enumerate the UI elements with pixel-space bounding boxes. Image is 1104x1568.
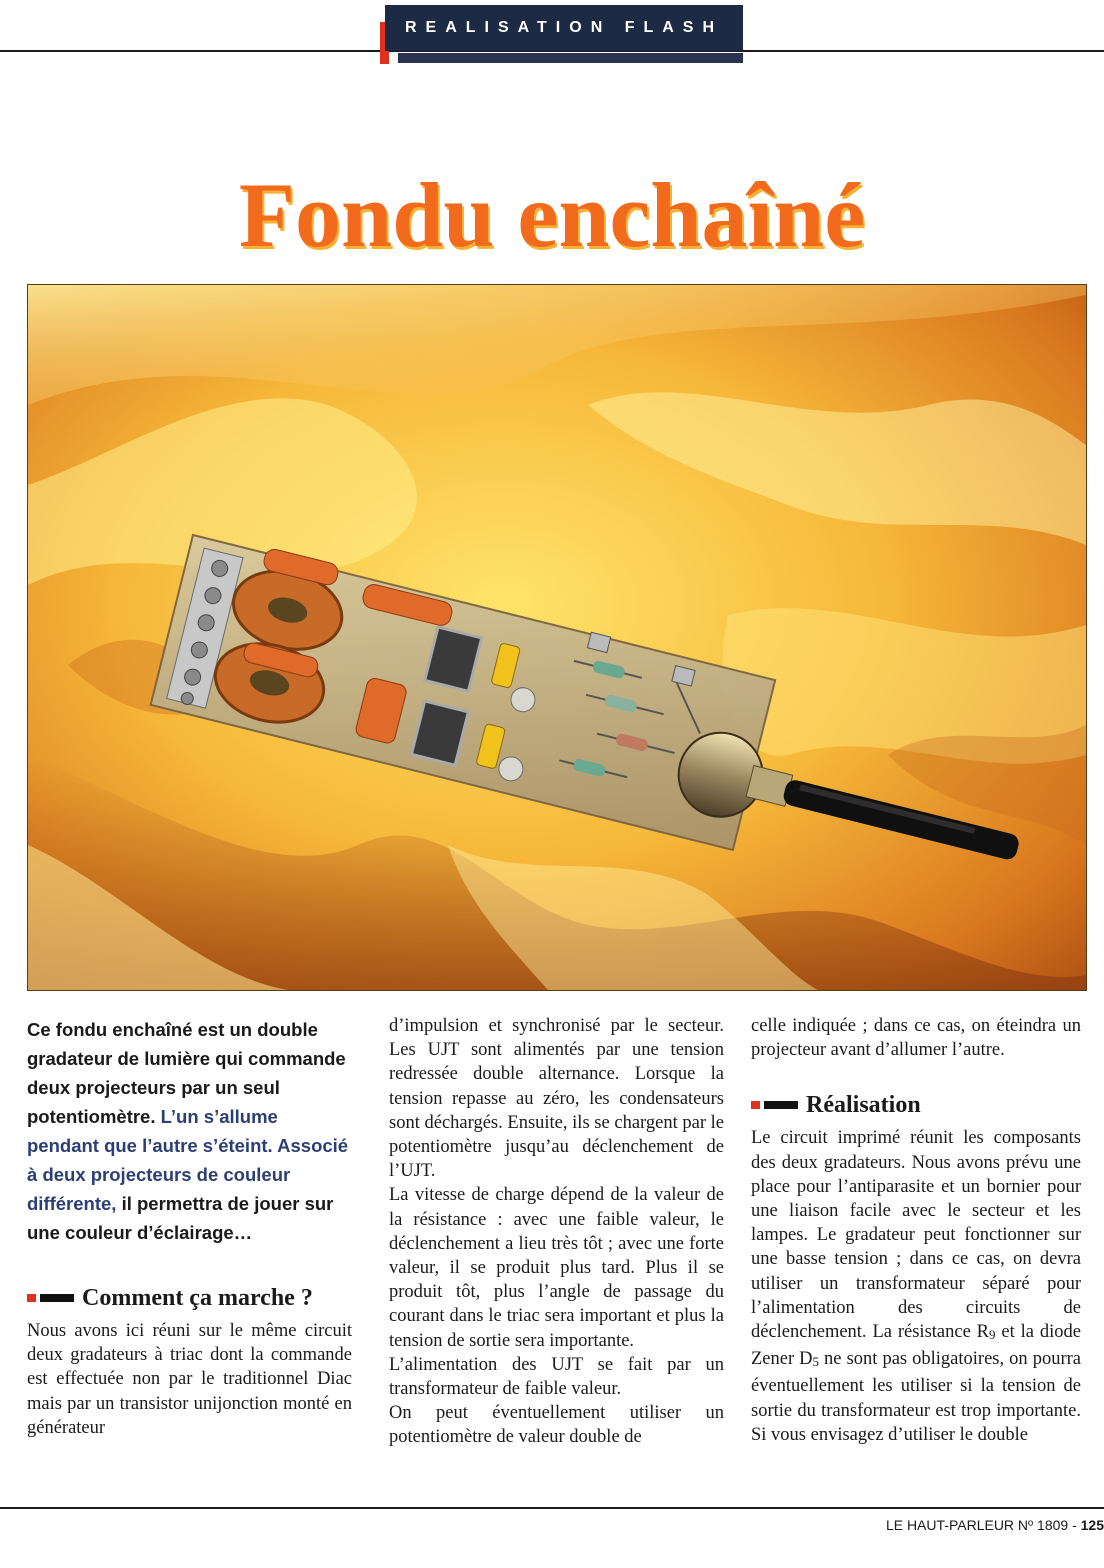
- body-paragraph: La vitesse de charge dépend de la valeur de la résistance : avec une faible valeur, le déclenchement a lieu très tôt ; avec une forte valeur, il se produit plus tard. Plus il se produit tôt, plus l’angle de passage du courant dans le triac sera important et plus la tension de sortie sera importante.: [389, 1185, 724, 1351]
- section-marker-icon: [27, 1294, 74, 1302]
- page-footer: [886, 1517, 1104, 1533]
- body-paragraph: On peut éventuellement utiliser un potentiomètre de valeur double de: [389, 1403, 724, 1448]
- lead-part-4: deux projecteurs de couleur différente,: [27, 1164, 291, 1214]
- subscript: 5: [812, 1354, 820, 1370]
- circuit-photo-graphic: [28, 285, 1086, 990]
- page-title: Fondu enchaîné: [238, 164, 866, 266]
- text-run: ne sont pas obligatoires, on pourra éventuellement les utiliser si la tension de sortie du transformateur est trop importante. Si vous envisagez d’utiliser le double: [751, 1349, 1081, 1445]
- rubric-underbar: [398, 53, 743, 63]
- lead-part-1: Ce fondu enchaîné est un double gradateur de lumière: [27, 1019, 318, 1069]
- section-heading-realisation: [751, 1090, 1081, 1120]
- body-paragraph: d’impulsion et synchronisé par le secteur. Les UJT sont alimentés par une tension redressée double alternance. Lorsque la tension repasse au zéro, les condensateurs sont déchargés. Ensuite, ils se chargent par le potentiomètre jusqu’au déclenchement de l’UJT.: [389, 1016, 724, 1182]
- text-run: et la diode Zener D: [751, 1322, 1081, 1370]
- section-title: Comment ça marche ?: [82, 1285, 313, 1311]
- rubric-label: REALISATION FLASH: [385, 5, 743, 51]
- subscript: 9: [989, 1327, 996, 1343]
- lead-part-3: L’un s’allume pendant que l’autre s’éteint. Associé à: [27, 1106, 349, 1185]
- column-2: [389, 1014, 724, 1494]
- lead-part-2: qui commande deux projecteurs par un seul potentiomètre.: [27, 1048, 346, 1127]
- body-paragraph: Nous avons ici réuni sur le même circuit deux gradateurs à triac dont la commande est effectuée non par le traditionnel Diac mais par un transistor unijonction monté en générateur: [27, 1321, 352, 1438]
- text-run: Le circuit imprimé réunit les composants des deux gradateurs. Nous avons prévu une place pour l’antiparasite et un bornier pour une liaison facile avec le secteur et les lampes. Le gradateur peut fonctionner sur une basse tension ; dans ce cas, on devra utiliser un transformateur séparé pour l’alimentation des circuits de déclenchement. La résistance R: [751, 1128, 1081, 1343]
- body-paragraph: celle indiquée ; dans ce cas, on éteindra un projecteur avant d’allumer l’autre.: [751, 1016, 1081, 1061]
- body-paragraph: L’alimentation des UJT se fait par un transformateur de faible valeur.: [389, 1354, 724, 1400]
- column-3: [751, 1014, 1081, 1494]
- column-1: [27, 1015, 352, 1495]
- body-paragraph: [751, 1126, 1081, 1447]
- footer-rule: [0, 1507, 1104, 1509]
- page-number: 125: [1080, 1517, 1104, 1533]
- publication-name: LE HAUT-PARLEUR Nº 1809 -: [885, 1517, 1077, 1533]
- lead-paragraph: [27, 1015, 352, 1247]
- section-marker-icon: [751, 1101, 798, 1109]
- section-title: Réalisation: [806, 1092, 921, 1119]
- section-heading-comment: [27, 1283, 352, 1313]
- lead-part-5: il permettra de jouer sur une couleur d’éclairage…: [27, 1193, 334, 1243]
- circuit-photo: [27, 284, 1087, 991]
